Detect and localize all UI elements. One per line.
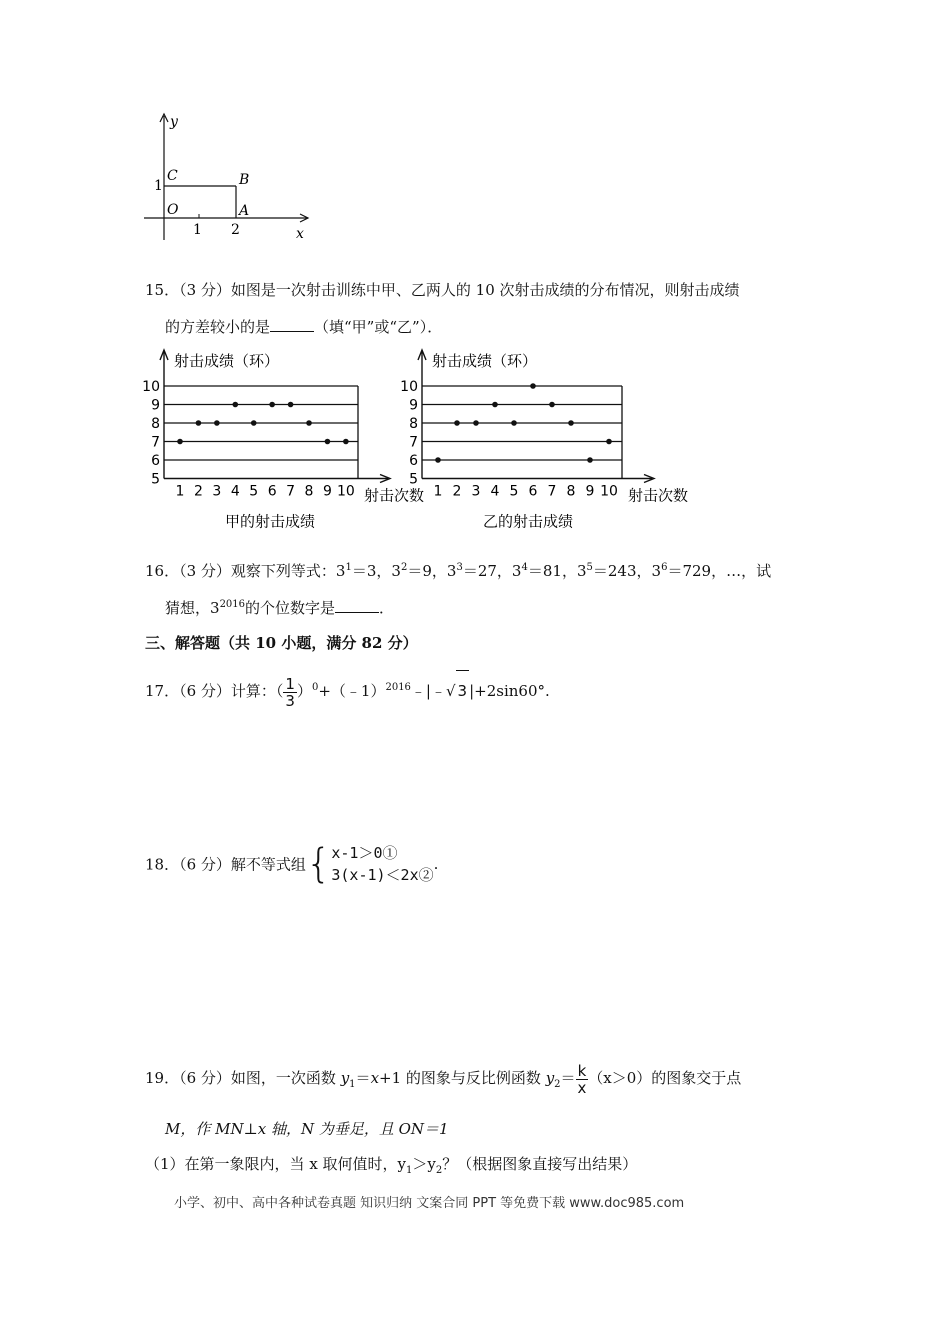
q16-answer-blank[interactable] bbox=[335, 598, 379, 613]
y-tick-label: 9 bbox=[409, 397, 418, 414]
q19-sub1-b: 2 bbox=[435, 1165, 443, 1176]
point-c-label: C bbox=[167, 168, 178, 184]
eq-base: 3 bbox=[576, 562, 587, 580]
eq-exp: 3 bbox=[456, 562, 463, 573]
q17-frac-denominator: 3 bbox=[285, 691, 295, 710]
power-equation bbox=[652, 562, 712, 580]
x-axis-title: 射击次数 bbox=[364, 486, 425, 505]
chart-caption: 乙的射击成绩 bbox=[482, 512, 574, 531]
y-axis-label: y bbox=[170, 114, 178, 130]
q19-number: 19． bbox=[145, 1069, 180, 1087]
y-tick-label: 10 bbox=[400, 379, 418, 395]
y-tick-label: 8 bbox=[409, 416, 418, 432]
eq-value: ＝243 bbox=[592, 562, 637, 580]
q16-text-post: ，…，试 bbox=[711, 562, 772, 580]
q17-exp2016: 2016 bbox=[385, 682, 411, 693]
tick-x1-label: 1 bbox=[193, 222, 202, 238]
data-point bbox=[325, 439, 331, 445]
q19-sub1-a: 1 bbox=[406, 1165, 413, 1176]
data-point bbox=[196, 420, 202, 426]
power-equation bbox=[391, 562, 431, 580]
eq-exp: 2 bbox=[400, 562, 408, 573]
q16-equations bbox=[336, 562, 711, 580]
q19-y1: y bbox=[340, 1069, 350, 1087]
x-tick-label: 8 bbox=[566, 483, 576, 500]
y-tick-label: 5 bbox=[409, 471, 418, 488]
y-tick-label: 6 bbox=[151, 453, 160, 469]
q17-frac-numerator: 1 bbox=[285, 674, 295, 693]
data-point bbox=[232, 402, 238, 408]
q15-text-line1: （3 分）如图是一次射击训练中甲、乙两人的 10 次射击成绩的分布情况，则射击成绩 bbox=[179, 281, 740, 299]
point-b-label: B bbox=[239, 172, 250, 188]
data-point bbox=[511, 420, 517, 426]
page-footer: 小学、初中、高中各种试卷真题 知识归纳 文案合同 PPT 等免费下载 www.doc985.com bbox=[174, 1196, 685, 1211]
x-tick-label: 5 bbox=[509, 483, 519, 500]
q18-ineq2: 3(x-1)＜2x② bbox=[331, 866, 434, 884]
left-brace-icon: { bbox=[305, 841, 332, 887]
q19-line1 bbox=[145, 1060, 741, 1103]
q19-eq2: ＝ bbox=[560, 1069, 576, 1087]
q18-pre: （6 分）解不等式组 bbox=[179, 855, 306, 874]
eq-exp: 6 bbox=[661, 562, 668, 573]
eq-value: ＝9 bbox=[407, 562, 432, 580]
data-point bbox=[435, 457, 441, 463]
data-point bbox=[177, 439, 183, 445]
y-tick-label: 7 bbox=[409, 434, 418, 451]
q16-line2-pre: 猜想， bbox=[165, 599, 211, 617]
eq-value: ＝3 bbox=[351, 562, 377, 580]
q19-frac-k: k bbox=[577, 1061, 587, 1080]
q18-number: 18． bbox=[145, 855, 180, 874]
q19-x: x bbox=[370, 1069, 380, 1087]
data-point bbox=[549, 402, 555, 408]
data-point bbox=[288, 402, 294, 408]
q19-frac-x: x bbox=[577, 1078, 587, 1097]
x-tick-label: 6 bbox=[528, 483, 538, 500]
q17-pre: （6 分）计算：（ bbox=[179, 682, 284, 700]
y-axis-title: 射击成绩（环） bbox=[432, 352, 538, 370]
comma: ， bbox=[636, 562, 652, 580]
y-tick-label: 8 bbox=[151, 416, 160, 432]
section3-heading: 三、解答题（共 10 小题，满分 82 分） bbox=[145, 634, 418, 652]
x-tick-label: 7 bbox=[286, 483, 296, 500]
x-tick-label: 9 bbox=[322, 483, 332, 500]
q19-plus1: +1 的图象与反比例函数 bbox=[379, 1069, 546, 1087]
x-axis-title: 射击次数 bbox=[628, 486, 689, 505]
eq-exp: 4 bbox=[521, 562, 528, 573]
q19-y1-sub: 1 bbox=[349, 1079, 356, 1090]
data-point bbox=[473, 420, 479, 426]
q16-line1 bbox=[145, 560, 771, 581]
q19-sub1-mid: ＞y bbox=[412, 1155, 436, 1173]
q16-base: 3 bbox=[210, 599, 220, 617]
x-tick-label: 4 bbox=[230, 483, 240, 500]
eq-base: 3 bbox=[446, 562, 457, 580]
y-axis-title: 射击成绩（环） bbox=[174, 352, 280, 370]
eq-value: ＝27 bbox=[462, 562, 497, 580]
chart-yi bbox=[398, 346, 698, 536]
q18-post: . bbox=[433, 855, 439, 873]
q18-ineq1: x-1＞0① bbox=[331, 844, 398, 862]
point-a-label: A bbox=[239, 203, 250, 219]
eq-exp: 1 bbox=[345, 562, 352, 573]
y-tick-label: 6 bbox=[409, 453, 418, 469]
data-point bbox=[492, 402, 498, 408]
q15-text-line2-pre: 的方差较小的是 bbox=[165, 318, 271, 336]
x-tick-label: 7 bbox=[547, 483, 557, 500]
chart-caption: 甲的射击成绩 bbox=[224, 512, 316, 531]
power-equation bbox=[512, 562, 562, 580]
q15-text-line2-post: （填“甲”或“乙”）． bbox=[314, 318, 443, 336]
q16-text-pre: （3 分）观察下列等式： bbox=[179, 562, 336, 580]
q17: 17．（6 分）计算：（ $\frac{1}{3}$ ）$^0$+（﹣1）$^{2016}$﹣|﹣√ 3 |+2sin60°. bbox=[145, 668, 550, 711]
data-point bbox=[454, 420, 460, 426]
q19-y2: y bbox=[545, 1069, 555, 1087]
power-equation bbox=[577, 562, 637, 580]
q17-post: |+2sin60°. bbox=[469, 682, 550, 700]
q16-line2-post: 的个位数字是 bbox=[245, 599, 336, 617]
q16-exp: 2016 bbox=[219, 599, 246, 610]
y-tick-label: 10 bbox=[142, 379, 160, 395]
eq-exp: 5 bbox=[586, 562, 593, 573]
x-tick-label: 1 bbox=[433, 483, 443, 500]
x-tick-label: 2 bbox=[452, 483, 462, 500]
x-tick-label: 6 bbox=[267, 483, 277, 500]
data-point bbox=[530, 383, 536, 389]
q15-number: 15． bbox=[145, 281, 180, 299]
eq-base: 3 bbox=[391, 562, 401, 580]
x-tick-label: 10 bbox=[336, 483, 355, 500]
q19-y2-sub: 2 bbox=[554, 1079, 561, 1090]
q17-exp0: 0 bbox=[311, 682, 319, 693]
x-axis-label: x bbox=[296, 226, 304, 242]
power-equation bbox=[447, 562, 497, 580]
x-tick-label: 10 bbox=[600, 483, 618, 500]
data-point bbox=[251, 420, 257, 426]
q19-sub1-post: ？（根据图象直接写出结果） bbox=[442, 1155, 638, 1173]
q19-fraction bbox=[576, 1063, 589, 1096]
x-tick-label: 9 bbox=[585, 483, 595, 500]
y-tick-label: 9 bbox=[151, 397, 160, 414]
comma: ， bbox=[376, 562, 392, 580]
tick-x2-label: 2 bbox=[231, 222, 240, 238]
data-point bbox=[306, 420, 312, 426]
q18 bbox=[145, 842, 438, 886]
data-point bbox=[606, 439, 612, 445]
q15-line2 bbox=[165, 316, 442, 337]
y-tick-label: 5 bbox=[151, 471, 160, 488]
eq-base: 3 bbox=[651, 562, 662, 580]
eq-value: ＝729 bbox=[667, 562, 712, 580]
q17-sqrt-value: 3 bbox=[456, 670, 470, 711]
q17-number: 17． bbox=[145, 682, 180, 700]
x-tick-label: 1 bbox=[175, 483, 185, 500]
comma: ， bbox=[431, 562, 447, 580]
data-point bbox=[269, 402, 275, 408]
q19-eq1: ＝ bbox=[355, 1069, 371, 1087]
tick-y1-label: 1 bbox=[154, 178, 163, 194]
point-o-label: O bbox=[167, 202, 179, 218]
q15-answer-blank[interactable] bbox=[270, 317, 314, 332]
comma: ， bbox=[561, 562, 577, 580]
comma: ， bbox=[496, 562, 512, 580]
data-point bbox=[214, 420, 220, 426]
x-tick-label: 5 bbox=[249, 483, 259, 500]
y-tick-label: 7 bbox=[151, 434, 160, 451]
power-equation bbox=[336, 562, 376, 580]
q19-line1-pre: （6 分）如图，一次函数 bbox=[179, 1069, 341, 1087]
data-point bbox=[587, 457, 593, 463]
q17-fraction bbox=[283, 676, 297, 709]
q16-line2-end: ． bbox=[379, 599, 395, 617]
x-tick-label: 4 bbox=[490, 483, 500, 500]
x-tick-label: 3 bbox=[212, 483, 222, 500]
q19-sub1-pre: （1）在第一象限内，当 x 取何值时，y bbox=[145, 1155, 407, 1173]
coordinate-figure bbox=[140, 108, 320, 243]
x-tick-label: 2 bbox=[193, 483, 203, 500]
q15-line1 bbox=[145, 279, 740, 300]
data-point bbox=[343, 439, 349, 445]
x-tick-label: 8 bbox=[304, 483, 314, 500]
q18-system bbox=[331, 842, 433, 886]
data-point bbox=[568, 420, 574, 426]
q17-mid: +（﹣1） bbox=[318, 682, 386, 700]
q17-abs: ﹣|﹣ bbox=[410, 682, 446, 700]
q19-line2: M，作 MN⊥x 轴，N 为垂足，且 ON＝1 bbox=[165, 1120, 449, 1138]
q16-number: 16． bbox=[145, 562, 180, 580]
q19-sub1 bbox=[145, 1153, 637, 1176]
q16-line2 bbox=[165, 597, 394, 618]
q19-cond: （x＞0）的图象交于点 bbox=[588, 1069, 742, 1087]
eq-value: ＝81 bbox=[527, 562, 562, 580]
eq-base: 3 bbox=[335, 562, 346, 580]
x-tick-label: 3 bbox=[471, 483, 481, 500]
sqrt-icon: √ bbox=[445, 682, 456, 700]
eq-base: 3 bbox=[511, 562, 522, 580]
